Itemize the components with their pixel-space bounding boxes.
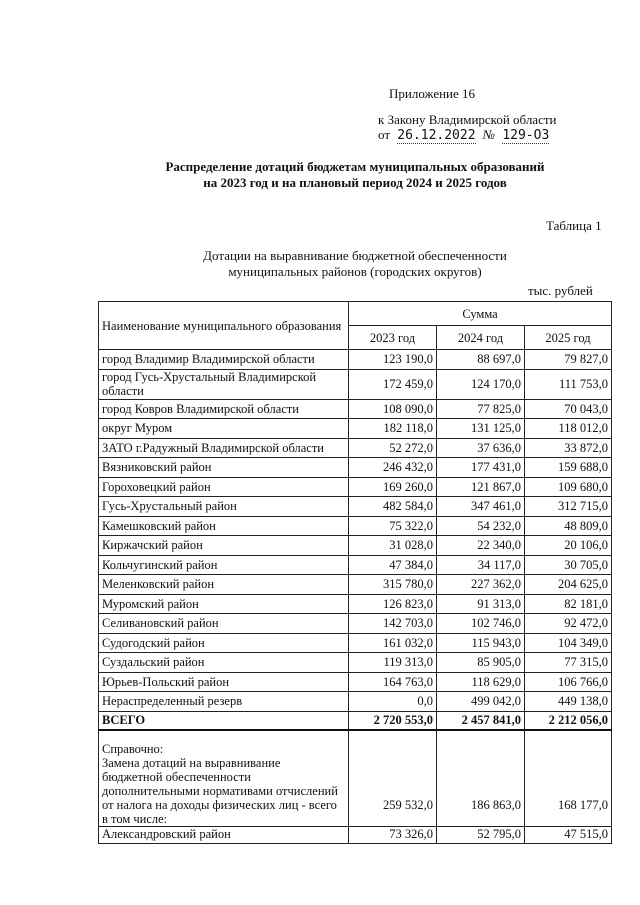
column-header-2024: 2024 год bbox=[437, 326, 525, 350]
table-row bbox=[99, 594, 612, 614]
table-row bbox=[99, 826, 612, 843]
row-name: город Владимир Владимирской области bbox=[99, 350, 349, 370]
row-2025: 30 705,0 bbox=[525, 555, 612, 575]
row-2024: 227 362,0 bbox=[437, 575, 525, 595]
row-2025: 104 349,0 bbox=[525, 633, 612, 653]
row-2024: 499 042,0 bbox=[437, 692, 525, 712]
row-name: Александровский район bbox=[99, 826, 349, 843]
row-2023: 75 322,0 bbox=[349, 516, 437, 536]
subtitle-line1: Дотации на выравнивание бюджетной обеспеченности bbox=[203, 248, 507, 263]
row-2025: 111 753,0 bbox=[525, 369, 612, 399]
row-name: Муромский район bbox=[99, 594, 349, 614]
table-row bbox=[99, 536, 612, 556]
row-2023: 31 028,0 bbox=[349, 536, 437, 556]
row-name: город Гусь-Хрустальный Владимирской области bbox=[99, 369, 349, 399]
row-name: Судогодский район bbox=[99, 633, 349, 653]
row-name: округ Муром bbox=[99, 419, 349, 439]
row-2023: 47 384,0 bbox=[349, 555, 437, 575]
row-2023: 161 032,0 bbox=[349, 633, 437, 653]
table-row bbox=[99, 555, 612, 575]
row-2025: 77 315,0 bbox=[525, 653, 612, 673]
table-row bbox=[99, 692, 612, 712]
row-2025: 449 138,0 bbox=[525, 692, 612, 712]
row-2025: 33 872,0 bbox=[525, 438, 612, 458]
document-title-line2: на 2023 год и на плановый период 2024 и 2025 годов bbox=[203, 175, 507, 190]
row-2025: 82 181,0 bbox=[525, 594, 612, 614]
row-2023: 108 090,0 bbox=[349, 399, 437, 419]
row-2024: 102 746,0 bbox=[437, 614, 525, 634]
row-name: Гусь-Хрустальный район bbox=[99, 497, 349, 517]
table-row bbox=[99, 350, 612, 370]
table-row bbox=[99, 633, 612, 653]
law-date-line bbox=[378, 127, 549, 143]
row-name: Суздальский район bbox=[99, 653, 349, 673]
row-name: Нераспределенный резерв bbox=[99, 692, 349, 712]
from-word: от bbox=[378, 127, 391, 142]
column-header-2023: 2023 год bbox=[349, 326, 437, 350]
subsidies-table bbox=[98, 301, 612, 844]
row-2024: 85 905,0 bbox=[437, 653, 525, 673]
table-row bbox=[99, 614, 612, 634]
row-2024: 91 313,0 bbox=[437, 594, 525, 614]
row-2023: 119 313,0 bbox=[349, 653, 437, 673]
table-row bbox=[99, 477, 612, 497]
row-name: ЗАТО г.Радужный Владимирской области bbox=[99, 438, 349, 458]
table-row bbox=[99, 653, 612, 673]
row-2025: 70 043,0 bbox=[525, 399, 612, 419]
row-2023: 0,0 bbox=[349, 692, 437, 712]
table-label: Таблица 1 bbox=[546, 218, 602, 233]
row-2023: 172 459,0 bbox=[349, 369, 437, 399]
row-2023: 126 823,0 bbox=[349, 594, 437, 614]
row-2024: 88 697,0 bbox=[437, 350, 525, 370]
row-2023: 482 584,0 bbox=[349, 497, 437, 517]
row-name: город Ковров Владимирской области bbox=[99, 399, 349, 419]
row-2024: 34 117,0 bbox=[437, 555, 525, 575]
table-row bbox=[99, 497, 612, 517]
row-2024: 124 170,0 bbox=[437, 369, 525, 399]
column-header-sum: Сумма bbox=[349, 302, 612, 326]
table-row bbox=[99, 438, 612, 458]
row-name: Гороховецкий район bbox=[99, 477, 349, 497]
law-reference: к Закону Владимирской области bbox=[378, 112, 557, 127]
reference-line: дополнительными нормативами отчислений bbox=[102, 783, 338, 798]
total-label: ВСЕГО bbox=[99, 711, 349, 730]
table-row bbox=[99, 575, 612, 595]
table-row bbox=[99, 672, 612, 692]
total-2025: 2 212 056,0 bbox=[525, 711, 612, 730]
row-2025: 47 515,0 bbox=[525, 826, 612, 843]
table-row bbox=[99, 399, 612, 419]
row-name: Меленковский район bbox=[99, 575, 349, 595]
column-header-name: Наименование муниципального образования bbox=[99, 302, 349, 350]
total-row bbox=[99, 711, 612, 730]
subtitle-line2: муниципальных районов (городских округов) bbox=[228, 264, 482, 279]
row-2024: 131 125,0 bbox=[437, 419, 525, 439]
reference-text bbox=[99, 730, 349, 826]
units-label: тыс. рублей bbox=[528, 283, 593, 298]
row-2025: 159 688,0 bbox=[525, 458, 612, 478]
table-row bbox=[99, 369, 612, 399]
total-2024: 2 457 841,0 bbox=[437, 711, 525, 730]
row-2025: 20 106,0 bbox=[525, 536, 612, 556]
total-2023: 2 720 553,0 bbox=[349, 711, 437, 730]
table-row bbox=[99, 458, 612, 478]
row-2024: 54 232,0 bbox=[437, 516, 525, 536]
row-name: Кольчугинский район bbox=[99, 555, 349, 575]
table-row bbox=[99, 419, 612, 439]
row-2023: 164 763,0 bbox=[349, 672, 437, 692]
row-2023: 169 260,0 bbox=[349, 477, 437, 497]
row-2023: 246 432,0 bbox=[349, 458, 437, 478]
row-2023: 315 780,0 bbox=[349, 575, 437, 595]
row-2025: 79 827,0 bbox=[525, 350, 612, 370]
row-2025: 118 012,0 bbox=[525, 419, 612, 439]
row-2024: 77 825,0 bbox=[437, 399, 525, 419]
law-date: 26.12.2022 bbox=[397, 128, 476, 143]
row-name: Киржачский район bbox=[99, 536, 349, 556]
row-2025: 109 680,0 bbox=[525, 477, 612, 497]
row-2023: 182 118,0 bbox=[349, 419, 437, 439]
reference-line: Замена дотаций на выравнивание bbox=[102, 755, 281, 770]
row-2023: 52 272,0 bbox=[349, 438, 437, 458]
document-title-line1: Распределение дотаций бюджетам муниципальных образований bbox=[165, 159, 545, 174]
row-name: Камешковский район bbox=[99, 516, 349, 536]
appendix-label: Приложение 16 bbox=[389, 86, 476, 101]
reference-line: бюджетной обеспеченности bbox=[102, 769, 251, 784]
row-name: Юрьев-Польский район bbox=[99, 672, 349, 692]
column-header-2025: 2025 год bbox=[525, 326, 612, 350]
row-2024: 37 636,0 bbox=[437, 438, 525, 458]
reference-2024: 186 863,0 bbox=[437, 730, 525, 826]
row-2024: 22 340,0 bbox=[437, 536, 525, 556]
row-2024: 347 461,0 bbox=[437, 497, 525, 517]
row-2025: 312 715,0 bbox=[525, 497, 612, 517]
reference-row bbox=[99, 730, 612, 826]
row-2024: 115 943,0 bbox=[437, 633, 525, 653]
row-2023: 142 703,0 bbox=[349, 614, 437, 634]
row-2025: 204 625,0 bbox=[525, 575, 612, 595]
law-number: 129-ОЗ bbox=[502, 128, 550, 143]
reference-line: Справочно: bbox=[102, 741, 164, 756]
row-2023: 123 190,0 bbox=[349, 350, 437, 370]
row-2024: 52 795,0 bbox=[437, 826, 525, 843]
row-2025: 106 766,0 bbox=[525, 672, 612, 692]
table-body bbox=[99, 350, 612, 712]
reference-line: в том числе: bbox=[102, 811, 168, 826]
row-name: Вязниковский район bbox=[99, 458, 349, 478]
row-2025: 48 809,0 bbox=[525, 516, 612, 536]
row-2024: 177 431,0 bbox=[437, 458, 525, 478]
row-2023: 73 326,0 bbox=[349, 826, 437, 843]
row-2024: 121 867,0 bbox=[437, 477, 525, 497]
row-2024: 118 629,0 bbox=[437, 672, 525, 692]
table-row bbox=[99, 516, 612, 536]
row-2025: 92 472,0 bbox=[525, 614, 612, 634]
reference-2023: 259 532,0 bbox=[349, 730, 437, 826]
row-name: Селивановский район bbox=[99, 614, 349, 634]
number-sign: № bbox=[482, 127, 496, 142]
reference-line: от налога на доходы физических лиц - всего bbox=[102, 797, 337, 812]
reference-2025: 168 177,0 bbox=[525, 730, 612, 826]
